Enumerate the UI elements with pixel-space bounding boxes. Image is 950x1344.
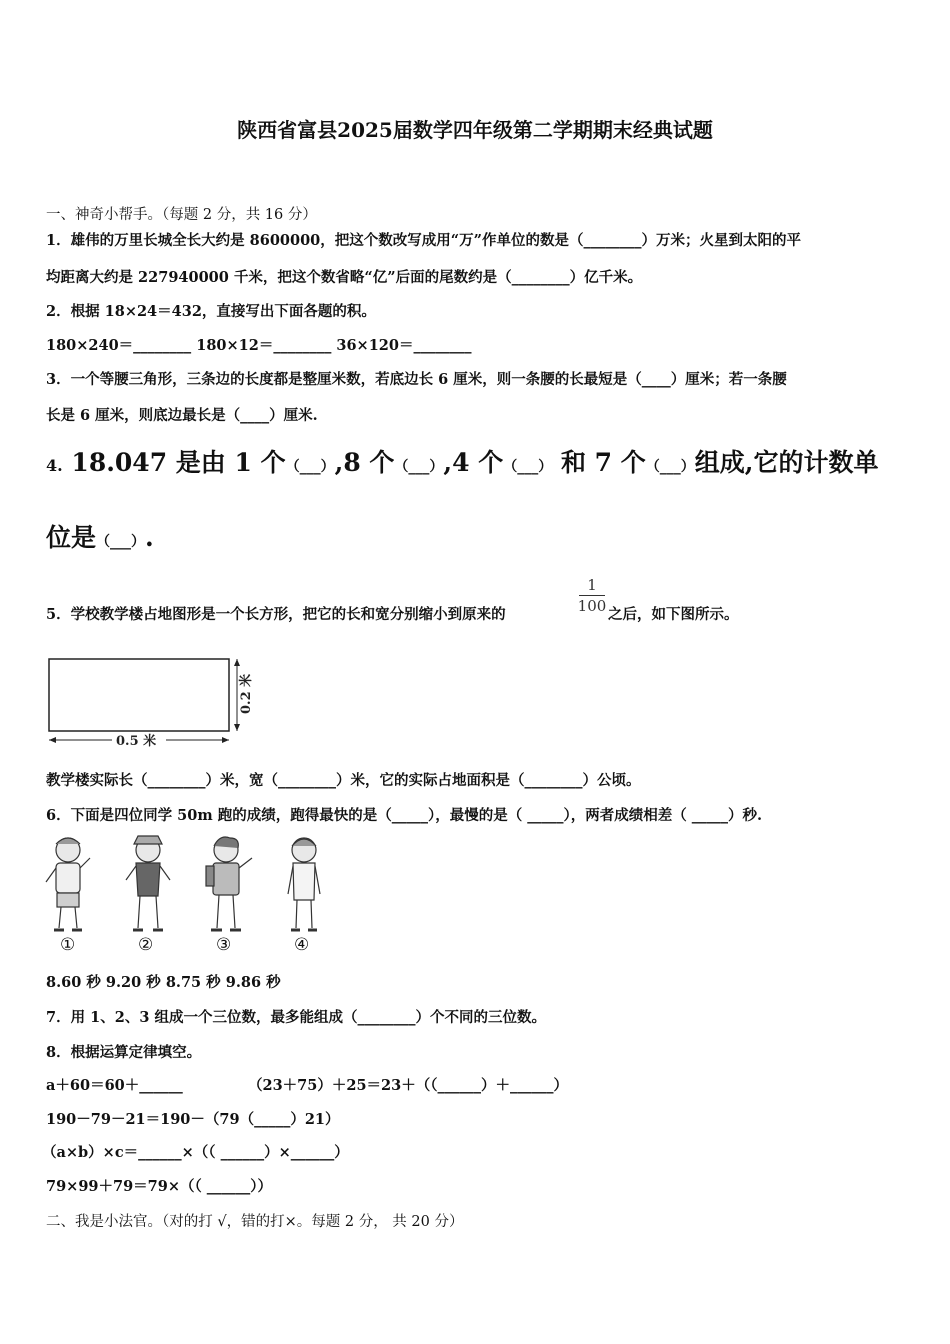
building-rectangle bbox=[49, 659, 229, 731]
q5-rectangle-diagram bbox=[40, 650, 260, 760]
height-arrow-top bbox=[234, 659, 240, 666]
q4-blank-4: （___） bbox=[645, 459, 695, 475]
height-label: 0.2 米 bbox=[239, 673, 254, 714]
q4-blank-2: （___） bbox=[394, 459, 444, 475]
q8-row-d: 79×99＋79＝79×（（ ______）） bbox=[46, 1178, 273, 1195]
q5-fraction bbox=[577, 576, 607, 615]
q1-line1: 1．雄伟的万里长城全长大约是 8600000，把这个数改写成用“万”作单位的数是（________）万米；火星到太阳的平 bbox=[46, 232, 801, 249]
height-arrow-bottom bbox=[234, 724, 240, 731]
width-arrow-left bbox=[49, 737, 56, 743]
q4-line2-end: . bbox=[145, 523, 154, 552]
q4-line2 bbox=[46, 518, 154, 554]
student-4-figure bbox=[288, 838, 320, 930]
student-label-3: ③ bbox=[216, 935, 232, 955]
q1-line2: 均距离大约是 227940000 千米，把这个数省略“亿”后面的尾数约是（________）亿千米。 bbox=[46, 269, 643, 286]
width-label: 0.5 米 bbox=[116, 734, 157, 749]
fraction-numerator: 1 bbox=[587, 576, 597, 594]
q5-text-a: 5．学校教学楼占地图形是一个长方形，把它的长和宽分别缩小到原来的 bbox=[46, 606, 506, 623]
q4-blank-3: （___） bbox=[503, 459, 553, 475]
q4-line1 bbox=[46, 443, 878, 479]
q6-students-illustration bbox=[42, 830, 332, 960]
q2-line1: 2．根据 18×24＝432，直接写出下面各题的积。 bbox=[46, 303, 376, 320]
student-1-figure bbox=[46, 838, 90, 930]
section1-heading: 一、神奇小帮手。（每题 2 分，共 16 分） bbox=[46, 207, 317, 223]
q7-line: 7．用 1、2、3 组成一个三位数，最多能组成（________）个不同的三位数。 bbox=[46, 1009, 546, 1026]
student-3-figure bbox=[206, 837, 252, 930]
q2-line2: 180×240＝________ 180×12＝________ 36×120＝________ bbox=[46, 337, 472, 354]
q4-part1: 18.047 是由 1 个 bbox=[71, 448, 286, 477]
q8-row-b: 190－79－21＝190－（79（_____）21） bbox=[46, 1111, 340, 1128]
student-label-2: ② bbox=[138, 935, 154, 955]
width-arrow-right bbox=[222, 737, 229, 743]
page-title: 陕西省富县2025届数学四年级第二学期期末经典试题 bbox=[237, 118, 713, 142]
q6-times: 8.60 秒 9.20 秒 8.75 秒 9.86 秒 bbox=[46, 974, 281, 991]
q8-row-c: （a×b）×c＝______×（（ ______）×______） bbox=[42, 1144, 349, 1161]
q4-part4: 和 7 个 bbox=[552, 448, 646, 477]
student-2-figure bbox=[126, 836, 170, 930]
q4-blank-1: （___） bbox=[285, 459, 335, 475]
q6-line: 6．下面是四位同学 50m 跑的成绩，跑得最快的是（_____），最慢的是（ _____），两者成绩相差（ _____）秒. bbox=[46, 807, 763, 824]
q3-line1: 3．一个等腰三角形，三条边的长度都是整厘米数，若底边长 6 厘米，则一条腰的长最短是（____）厘米；若一条腰 bbox=[46, 371, 787, 388]
q5-text-b: 之后，如下图所示。 bbox=[608, 606, 739, 623]
q8-row-a2: （23＋75）＋25＝23＋（（______）＋______） bbox=[248, 1077, 568, 1094]
q5-answer: 教学楼实际长（________）米，宽（________）米，它的实际占地面积是（________）公顷。 bbox=[46, 772, 641, 789]
q8-row-a1: a＋60＝60＋______ bbox=[46, 1077, 183, 1094]
section2-heading: 二、我是小法官。（对的打 √，错的打×。每题 2 分， 共 20 分） bbox=[46, 1214, 464, 1230]
q4-part5: 组成,它的计数单 bbox=[694, 448, 879, 477]
q4-blank-5: （___） bbox=[96, 534, 146, 550]
student-label-1: ① bbox=[60, 935, 76, 955]
q3-line2: 长是 6 厘米，则底边最长是（____）厘米. bbox=[46, 407, 318, 424]
q4-part3: ,4 个 bbox=[443, 448, 504, 477]
q8-line: 8．根据运算定律填空。 bbox=[46, 1044, 202, 1061]
q4-part2: ,8 个 bbox=[334, 448, 395, 477]
student-label-4: ④ bbox=[294, 935, 310, 955]
fraction-denominator: 100 bbox=[577, 597, 607, 615]
q4-line2-text: 位是 bbox=[46, 523, 97, 552]
fraction-bar bbox=[579, 595, 605, 596]
q4-number: 4. bbox=[46, 456, 63, 475]
